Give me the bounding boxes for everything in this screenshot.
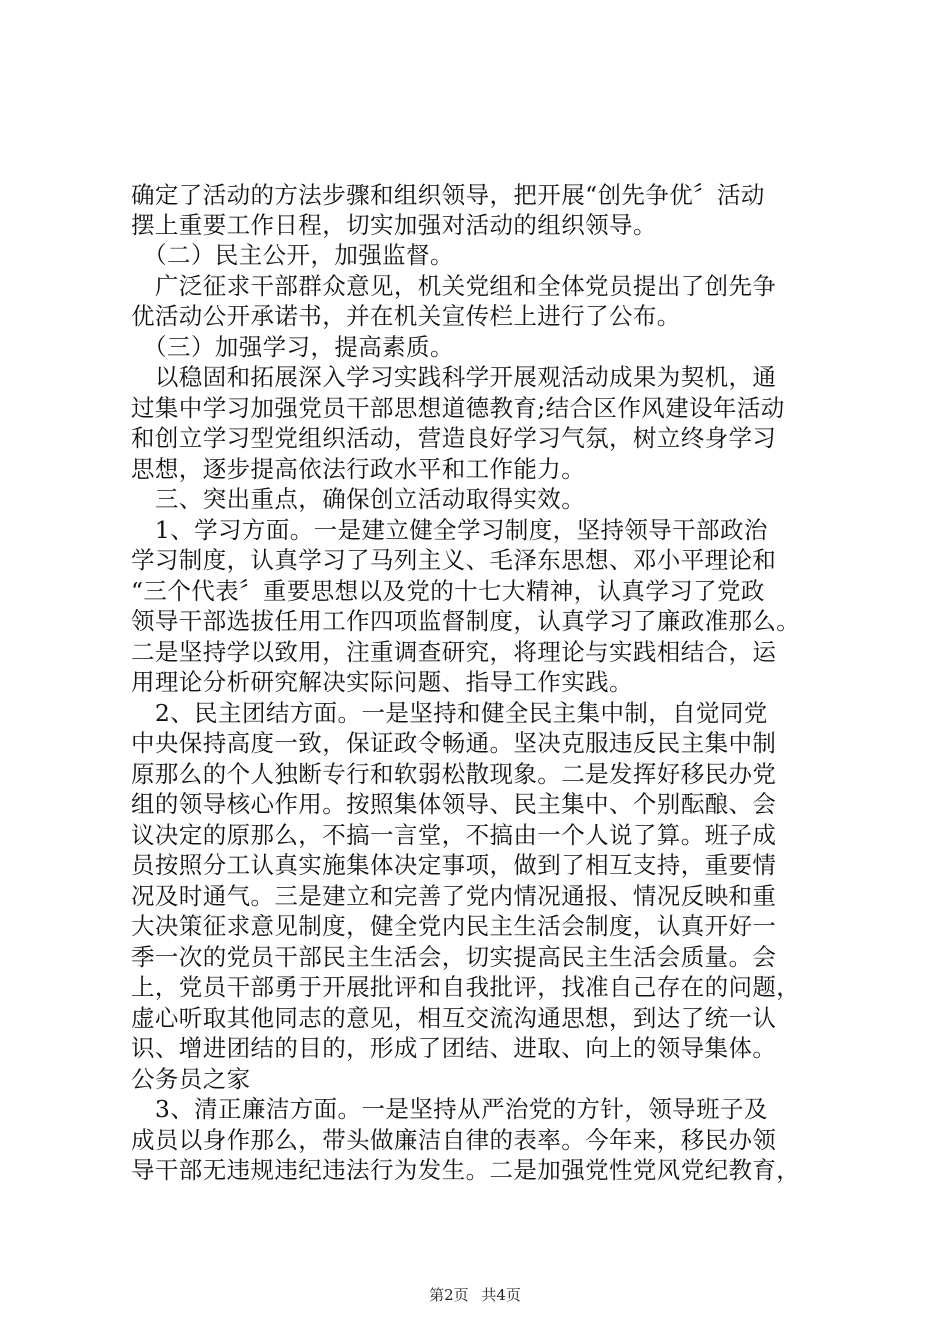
section-heading: （三）加强学习，提高素质。 <box>131 333 454 361</box>
text-line: 议决定的原那么，不搞一言堂，不搞由一个人说了算。班子成 <box>131 821 777 849</box>
text-line: 二是坚持学以致用，注重调查研究，将理论与实践相结合，运 <box>131 638 777 666</box>
text-line: 识、增进团结的目的，形成了团结、进取、向上的领导集体。 <box>131 1034 777 1062</box>
text-line: 和创立学习型党组织活动，营造良好学习气氛，树立终身学习 <box>131 424 777 452</box>
text-line: 摆上重要工作日程，切实加强对活动的组织领导。 <box>131 211 657 239</box>
text-line: 况及时通气。三是建立和完善了党内情况通报、情况反映和重 <box>131 882 777 910</box>
text-line: 员按照分工认真实施集体决定事项，做到了相互支持，重要情 <box>131 851 777 879</box>
text-line: 确定了活动的方法步骤和组织领导，把开展“创先争优〞活动 <box>131 181 765 209</box>
text-line: 领导干部选拔任用工作四项监督制度，认真学习了廉政准那么。 <box>131 607 801 635</box>
text-line: 广泛征求干部群众意见，机关党组和全体党员提出了创先争 <box>131 272 777 300</box>
section-heading: （二）民主公开，加强监督。 <box>131 241 454 269</box>
text-line: 优活动公开承诺书，并在机关宣传栏上进行了公布。 <box>131 302 681 330</box>
text-line: 导干部无违规违纪违法行为发生。二是加强党性党风党纪教育， <box>131 1156 801 1184</box>
text-line: 季一次的党员干部民主生活会，切实提高民主生活会质量。会 <box>131 943 777 971</box>
text-line: 公务员之家 <box>131 1065 251 1093</box>
text-line: 中央保持高度一致，保证政令畅通。坚决克服违反民主集中制 <box>131 729 777 757</box>
text-line: 学习制度，认真学习了马列主义、毛泽东思想、邓小平理论和 <box>131 546 777 574</box>
text-line: 原那么的个人独断专行和软弱松散现象。二是发挥好移民办党 <box>131 760 777 788</box>
text-line: 2、民主团结方面。一是坚持和健全民主集中制，自觉同党 <box>131 699 768 727</box>
text-line: 3、清正廉洁方面。一是坚持从严治党的方针，领导班子及 <box>131 1095 768 1123</box>
text-line: 组的领导核心作用。按照集体领导、民主集中、个别酝酿、会 <box>131 790 777 818</box>
page-footer <box>0 1285 950 1305</box>
text-line: 用理论分析研究解决实际问题、指导工作实践。 <box>131 668 633 696</box>
text-line: 成员以身作那么，带头做廉洁自律的表率。今年来，移民办领 <box>131 1126 777 1154</box>
page-total: 共4页 <box>481 1286 521 1304</box>
text-line: 大决策征求意见制度，健全党内民主生活会制度，认真开好一 <box>131 912 777 940</box>
text-line: 过集中学习加强党员干部思想道德教育;结合区作风建设年活动 <box>131 394 785 422</box>
text-line: 1、学习方面。一是建立健全学习制度，坚持领导干部政治 <box>131 516 768 544</box>
section-heading: 三、突出重点，确保创立活动取得实效。 <box>131 485 586 513</box>
text-line: 思想，逐步提高依法行政水平和工作能力。 <box>131 455 586 483</box>
page-number: 第2页 <box>429 1286 469 1304</box>
text-line: 以稳固和拓展深入学习实践科学开展观活动成果为契机，通 <box>131 363 777 391</box>
text-line: 上，党员干部勇于开展批评和自我批评，找准自己存在的问题， <box>131 973 801 1001</box>
text-line: “三个代表〞重要思想以及党的十七大精神，认真学习了党政 <box>131 577 765 605</box>
text-line: 虚心听取其他同志的意见，相互交流沟通思想，到达了统一认 <box>131 1004 777 1032</box>
